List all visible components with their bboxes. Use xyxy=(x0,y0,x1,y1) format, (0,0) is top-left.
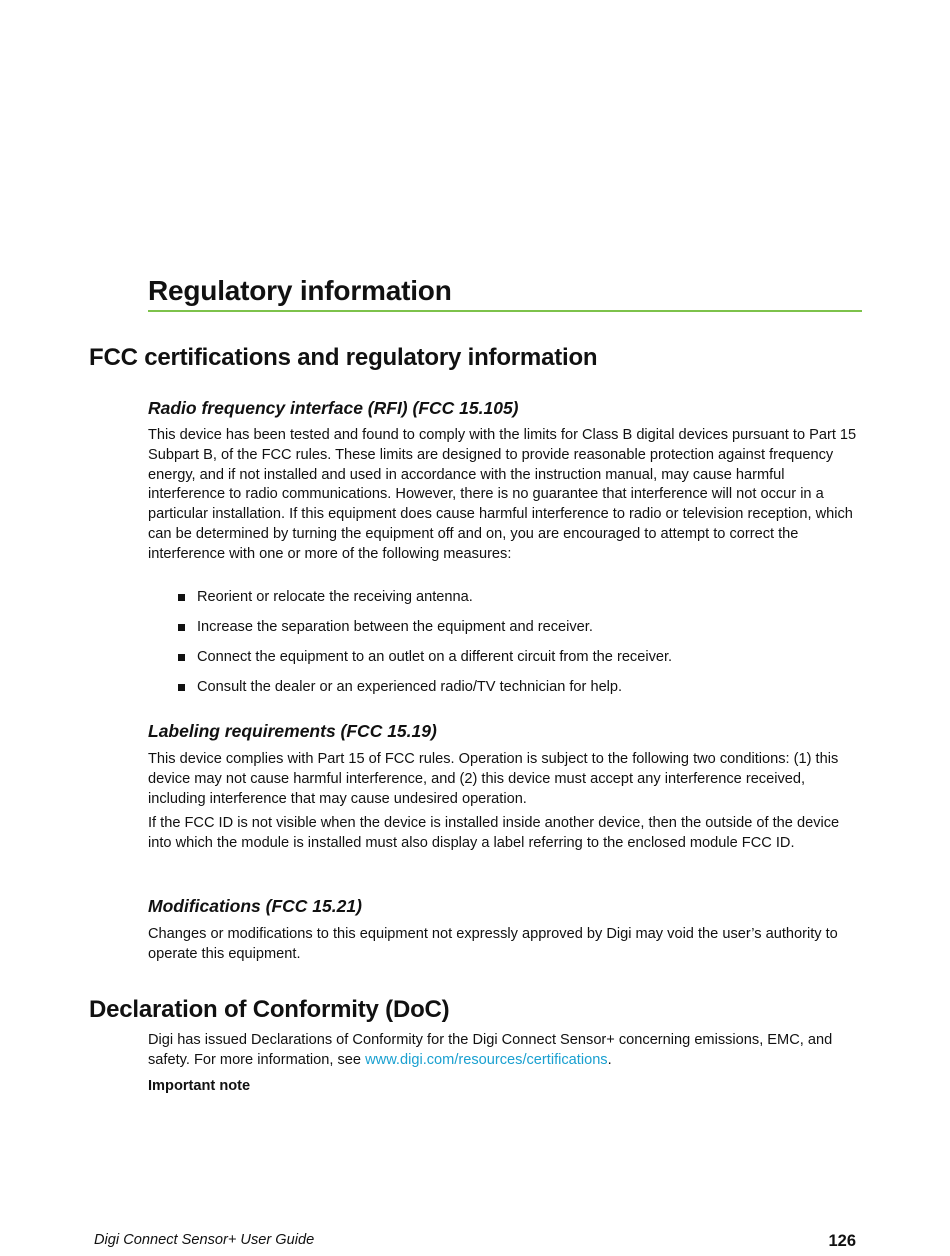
labeling-paragraph-1: This device complies with Part 15 of FCC rules. Operation is subject to the following two conditions: (1) this device may not cause harmful interference, and (2) this device must accept any interference received, including interference that may cause undesired operation. xyxy=(148,751,839,807)
doc-paragraph-text: Digi has issued Declarations of Conformity for the Digi Connect Sensor+ concerning emissions, EMC, and safety. For more information, see xyxy=(148,1032,833,1068)
rfi-measures-list xyxy=(148,587,864,707)
fcc-section-heading: FCC certifications and regulatory information xyxy=(89,344,598,371)
list-item xyxy=(148,677,864,707)
list-item xyxy=(148,617,864,647)
chapter-title: Regulatory information xyxy=(148,275,452,306)
list-item-text: Increase the separation between the equipment and receiver. xyxy=(197,619,593,635)
doc-paragraph-end: . xyxy=(607,1051,612,1068)
labeling-heading: Labeling requirements (FCC 15.19) xyxy=(148,721,437,741)
list-item-text: Consult the dealer or an experienced radio/TV technician for help. xyxy=(197,679,623,695)
labeling-paragraph-2: If the FCC ID is not visible when the device is installed inside another device, then the outside of the device into which the module is installed must also display a label referring to the enclosed module FCC ID. xyxy=(148,815,840,851)
list-item xyxy=(148,647,864,677)
square-bullet-icon xyxy=(178,684,185,691)
doc-paragraph xyxy=(148,1031,864,1071)
important-note-label: Important note xyxy=(148,1078,251,1094)
modifications-paragraph: Changes or modifications to this equipment not expressly approved by Digi may void the user’s authority to operate this equipment. xyxy=(148,926,838,962)
square-bullet-icon xyxy=(178,654,185,661)
list-item xyxy=(148,587,864,617)
square-bullet-icon xyxy=(178,594,185,601)
certifications-link[interactable]: www.digi.com/resources/certifications xyxy=(365,1051,608,1068)
footer-guide-title: Digi Connect Sensor+ User Guide xyxy=(94,1232,315,1248)
list-item-text: Reorient or relocate the receiving antenna. xyxy=(197,589,473,605)
rfi-heading: Radio frequency interface (RFI) (FCC 15.105) xyxy=(148,398,519,418)
chapter-title-rule xyxy=(148,310,862,312)
square-bullet-icon xyxy=(178,624,185,631)
modifications-heading: Modifications (FCC 15.21) xyxy=(148,896,362,916)
doc-section-heading: Declaration of Conformity (DoC) xyxy=(89,996,450,1023)
footer-page-number: 126 xyxy=(828,1232,856,1250)
rfi-paragraph: This device has been tested and found to comply with the limits for Class B digital devices pursuant to Part 15 Subpart B, of the FCC rules. These limits are designed to provide reasonable protection against frequency energy, and if not installed and used in accordance with the instruction manual, may cause harmful interference to radio communications. However, there is no guarantee that interference will not occur in a particular installation. If this equipment does cause harmful interference to radio or television reception, which can be determined by turning the equipment off and on, you are encouraged to attempt to correct the interference with one or more of the following measures: xyxy=(148,427,857,562)
list-item-text: Connect the equipment to an outlet on a different circuit from the receiver. xyxy=(197,649,673,665)
